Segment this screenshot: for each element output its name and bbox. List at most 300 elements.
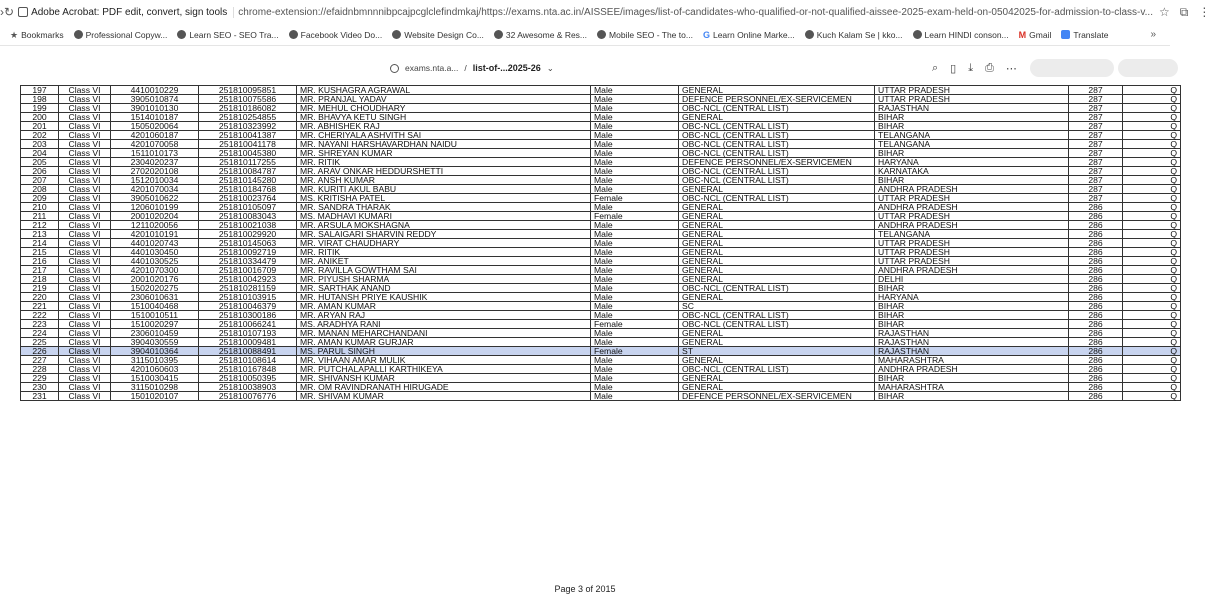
pdf-filename[interactable]: list-of-...2025-26	[472, 63, 541, 73]
class-cell: Class VI	[59, 293, 111, 302]
class-cell: Class VI	[59, 266, 111, 275]
class-cell: Class VI	[59, 122, 111, 131]
marks-cell: 287	[1069, 176, 1123, 185]
category-cell: SC	[679, 302, 875, 311]
status-cell: Q	[1123, 158, 1181, 167]
gmail-icon: M	[1018, 30, 1027, 40]
roll-no-cell: 4201070034	[111, 185, 199, 194]
marks-cell: 287	[1069, 185, 1123, 194]
marks-cell: 287	[1069, 149, 1123, 158]
bookmark-item[interactable]	[177, 30, 278, 40]
application-no-cell: 251810145063	[199, 239, 297, 248]
gender-cell: Male	[591, 185, 679, 194]
category-cell: GENERAL	[679, 212, 875, 221]
serial-cell: 202	[21, 131, 59, 140]
results-table	[20, 85, 1181, 401]
extensions-icon[interactable]: ⧉	[1179, 4, 1189, 19]
roll-no-cell: 2001020204	[111, 212, 199, 221]
marks-cell: 286	[1069, 365, 1123, 374]
candidate-name-cell: MR. ABHISHEK RAJ	[297, 122, 591, 131]
roll-no-cell: 4401020743	[111, 239, 199, 248]
serial-cell: 197	[21, 86, 59, 95]
status-cell: Q	[1123, 122, 1181, 131]
category-cell: OBC-NCL (CENTRAL LIST)	[679, 149, 875, 158]
serial-cell: 210	[21, 203, 59, 212]
status-cell: Q	[1123, 347, 1181, 356]
state-cell: UTTAR PRADESH	[875, 194, 1069, 203]
class-cell: Class VI	[59, 221, 111, 230]
gender-cell: Male	[591, 356, 679, 365]
gender-cell: Male	[591, 365, 679, 374]
gender-cell: Female	[591, 194, 679, 203]
class-cell: Class VI	[59, 131, 111, 140]
application-no-cell: 251810167848	[199, 365, 297, 374]
roll-no-cell: 1510020297	[111, 320, 199, 329]
category-cell: DEFENCE PERSONNEL/EX-SERVICEMEN	[679, 158, 875, 167]
roll-no-cell: 4201060603	[111, 365, 199, 374]
marks-cell: 287	[1069, 122, 1123, 131]
globe-icon	[597, 30, 606, 39]
class-cell: Class VI	[59, 149, 111, 158]
status-cell: Q	[1123, 329, 1181, 338]
pdf-title	[390, 63, 554, 74]
roll-no-cell: 2306010459	[111, 329, 199, 338]
serial-cell: 205	[21, 158, 59, 167]
bookmark-label: Learn SEO - SEO Tra...	[189, 29, 279, 40]
category-cell: ST	[679, 347, 875, 356]
marks-cell: 286	[1069, 374, 1123, 383]
marks-cell: 286	[1069, 230, 1123, 239]
serial-cell: 219	[21, 284, 59, 293]
application-no-cell: 251810088491	[199, 347, 297, 356]
roll-no-cell: 3904030559	[111, 338, 199, 347]
application-no-cell: 251810075586	[199, 95, 297, 104]
candidate-name-cell: MR. PIYUSH SHARMA	[297, 275, 591, 284]
class-cell: Class VI	[59, 230, 111, 239]
google-icon: G	[702, 30, 710, 40]
candidate-name-cell: MS. ARADHYA RANI	[297, 320, 591, 329]
class-cell: Class VI	[59, 95, 111, 104]
candidate-name-cell: MR. AMAN KUMAR GURJAR	[297, 338, 591, 347]
status-cell: Q	[1123, 248, 1181, 257]
bookmark-item[interactable]	[494, 30, 587, 40]
candidate-name-cell: MR. CHERIYALA ASHVITH SAI	[297, 131, 591, 140]
serial-cell: 207	[21, 176, 59, 185]
state-cell: TELANGANA	[875, 140, 1069, 149]
status-cell: Q	[1123, 356, 1181, 365]
bookmark-label: Translate	[1073, 29, 1109, 40]
category-cell: GENERAL	[679, 221, 875, 230]
category-cell: OBC-NCL (CENTRAL LIST)	[679, 167, 875, 176]
status-cell: Q	[1123, 131, 1181, 140]
tools-pill[interactable]	[1118, 59, 1178, 77]
state-cell: BIHAR	[875, 311, 1069, 320]
roll-no-cell: 1501020107	[111, 392, 199, 401]
globe-icon	[913, 30, 922, 39]
gender-cell: Male	[591, 329, 679, 338]
state-cell: TELANGANA	[875, 230, 1069, 239]
status-cell: Q	[1123, 392, 1181, 401]
state-cell: UTTAR PRADESH	[875, 86, 1069, 95]
serial-cell: 198	[21, 95, 59, 104]
marks-cell: 286	[1069, 338, 1123, 347]
serial-cell: 220	[21, 293, 59, 302]
browser-toolbar	[0, 0, 1211, 24]
candidate-name-cell: MR. RITIK	[297, 248, 591, 257]
gender-cell: Male	[591, 122, 679, 131]
state-cell: KARNATAKA	[875, 167, 1069, 176]
class-cell: Class VI	[59, 320, 111, 329]
marks-cell: 287	[1069, 167, 1123, 176]
class-cell: Class VI	[59, 158, 111, 167]
marks-cell: 286	[1069, 302, 1123, 311]
bookmark-item[interactable]	[1019, 30, 1052, 40]
category-cell: GENERAL	[679, 86, 875, 95]
chevron-down-icon[interactable]: ⌄	[546, 62, 554, 73]
category-cell: OBC-NCL (CENTRAL LIST)	[679, 311, 875, 320]
application-no-cell: 251810066241	[199, 320, 297, 329]
gender-cell: Male	[591, 239, 679, 248]
state-cell: BIHAR	[875, 122, 1069, 131]
category-cell: DEFENCE PERSONNEL/EX-SERVICEMEN	[679, 392, 875, 401]
roll-no-cell: 3905010622	[111, 194, 199, 203]
application-no-cell: 251810076776	[199, 392, 297, 401]
state-cell: BIHAR	[875, 113, 1069, 122]
class-cell: Class VI	[59, 302, 111, 311]
candidate-name-cell: MR. SALAIGARI SHARVIN REDDY	[297, 230, 591, 239]
gender-cell: Male	[591, 176, 679, 185]
application-no-cell: 251810045380	[199, 149, 297, 158]
application-no-cell: 251810107193	[199, 329, 297, 338]
category-cell: OBC-NCL (CENTRAL LIST)	[679, 131, 875, 140]
marks-cell: 286	[1069, 248, 1123, 257]
candidate-name-cell: MR. ARSULA MOKSHAGNA	[297, 221, 591, 230]
serial-cell: 228	[21, 365, 59, 374]
globe-icon	[390, 64, 399, 73]
candidate-name-cell: MR. VIHAAN AMAR MULIK	[297, 356, 591, 365]
candidate-name-cell: MR. SHREYAN KUMAR	[297, 149, 591, 158]
roll-no-cell: 3115010395	[111, 356, 199, 365]
bookmark-label: Professional Copyw...	[85, 29, 168, 40]
gender-cell: Male	[591, 149, 679, 158]
category-cell: GENERAL	[679, 329, 875, 338]
status-cell: Q	[1123, 113, 1181, 122]
application-no-cell: 251810184768	[199, 185, 297, 194]
class-cell: Class VI	[59, 257, 111, 266]
application-no-cell: 251810023764	[199, 194, 297, 203]
roll-no-cell: 1206010199	[111, 203, 199, 212]
bookmark-label: Bookmarks	[21, 29, 64, 40]
status-cell: Q	[1123, 374, 1181, 383]
marks-cell: 286	[1069, 257, 1123, 266]
menu-icon[interactable]: ⋮	[1198, 4, 1211, 19]
gender-cell: Male	[591, 392, 679, 401]
candidate-name-cell: MR. MANAN MEHARCHANDANI	[297, 329, 591, 338]
roll-no-cell: 3901010130	[111, 104, 199, 113]
roll-no-cell: 2306010631	[111, 293, 199, 302]
roll-no-cell: 4201070300	[111, 266, 199, 275]
serial-cell: 215	[21, 248, 59, 257]
bookmark-label: Facebook Video Do...	[300, 29, 383, 40]
state-cell: BIHAR	[875, 176, 1069, 185]
sign-in-pill[interactable]	[1030, 59, 1114, 77]
serial-cell: 225	[21, 338, 59, 347]
page-view-icon[interactable]: ▯	[950, 62, 957, 75]
marks-cell: 287	[1069, 158, 1123, 167]
application-no-cell: 251810084787	[199, 167, 297, 176]
page-indicator: Page 3 of 2015	[554, 584, 616, 594]
roll-no-cell: 1511010173	[111, 149, 199, 158]
candidate-name-cell: MR. ANIKET	[297, 257, 591, 266]
marks-cell: 286	[1069, 329, 1123, 338]
marks-cell: 286	[1069, 266, 1123, 275]
marks-cell: 287	[1069, 86, 1123, 95]
state-cell: MAHARASHTRA	[875, 383, 1069, 392]
serial-cell: 218	[21, 275, 59, 284]
bookmark-item[interactable]	[1061, 30, 1108, 40]
state-cell: BIHAR	[875, 374, 1069, 383]
application-no-cell: 251810105097	[199, 203, 297, 212]
category-cell: GENERAL	[679, 203, 875, 212]
candidate-name-cell: MR. HUTANSH PRIYE KAUSHIK	[297, 293, 591, 302]
state-cell: BIHAR	[875, 284, 1069, 293]
print-icon[interactable]: ⎙	[985, 61, 994, 74]
candidate-name-cell: MS. MADHAVI KUMARI	[297, 212, 591, 221]
roll-no-cell: 1510010511	[111, 311, 199, 320]
bookmark-label: Mobile SEO - The to...	[609, 29, 693, 40]
bookmarks-overflow-icon[interactable]: »	[1150, 29, 1156, 40]
status-cell: Q	[1123, 284, 1181, 293]
roll-no-cell: 3904010364	[111, 347, 199, 356]
status-cell: Q	[1123, 293, 1181, 302]
category-cell: OBC-NCL (CENTRAL LIST)	[679, 176, 875, 185]
candidate-name-cell: MR. KUSHAGRA AGRAWAL	[297, 86, 591, 95]
roll-no-cell: 4401030450	[111, 248, 199, 257]
candidate-name-cell: MR. SHIVAM KUMAR	[297, 392, 591, 401]
application-no-cell: 251810300186	[199, 311, 297, 320]
roll-no-cell: 3905010874	[111, 95, 199, 104]
gender-cell: Male	[591, 167, 679, 176]
roll-no-cell: 4201060187	[111, 131, 199, 140]
candidate-name-cell: MR. VIRAT CHAUDHARY	[297, 239, 591, 248]
candidate-name-cell: MR. SARTHAK ANAND	[297, 284, 591, 293]
serial-cell: 224	[21, 329, 59, 338]
marks-cell: 287	[1069, 140, 1123, 149]
reload-icon[interactable]: ↻	[4, 5, 15, 19]
globe-icon	[289, 30, 298, 39]
state-cell: BIHAR	[875, 320, 1069, 329]
serial-cell: 208	[21, 185, 59, 194]
serial-cell: 223	[21, 320, 59, 329]
url-text[interactable]: chrome-extension://efaidnbmnnnibpcajpcglclefindmkaj/https://exams.nta.ac.in/AISSEE/images/list-of-candidates-who-qualified-or-not-qualified-aissee-2025-exam-held-on-05042025-for-admission-to-class-v...	[238, 6, 1153, 18]
class-cell: Class VI	[59, 167, 111, 176]
class-cell: Class VI	[59, 311, 111, 320]
application-no-cell: 251810050395	[199, 374, 297, 383]
category-cell: OBC-NCL (CENTRAL LIST)	[679, 365, 875, 374]
gender-cell: Female	[591, 212, 679, 221]
class-cell: Class VI	[59, 347, 111, 356]
marks-cell: 286	[1069, 392, 1123, 401]
serial-cell: 229	[21, 374, 59, 383]
application-no-cell: 251810041178	[199, 140, 297, 149]
candidate-name-cell: MR. AMAN KUMAR	[297, 302, 591, 311]
category-cell: GENERAL	[679, 248, 875, 257]
candidate-name-cell: MR. ARYAN RAJ	[297, 311, 591, 320]
bookmark-item[interactable]	[597, 30, 693, 40]
category-cell: GENERAL	[679, 257, 875, 266]
category-cell: OBC-NCL (CENTRAL LIST)	[679, 320, 875, 329]
candidate-name-cell: MR. ANSH KUMAR	[297, 176, 591, 185]
serial-cell: 230	[21, 383, 59, 392]
serial-cell: 206	[21, 167, 59, 176]
marks-cell: 286	[1069, 221, 1123, 230]
bookmark-item[interactable]	[392, 30, 484, 40]
application-no-cell: 251810186082	[199, 104, 297, 113]
state-cell: RAJASTHAN	[875, 329, 1069, 338]
class-cell: Class VI	[59, 248, 111, 257]
status-cell: Q	[1123, 230, 1181, 239]
globe-icon	[392, 30, 401, 39]
candidate-name-cell: MS. KRITISHA PATEL	[297, 194, 591, 203]
roll-no-cell: 2001020176	[111, 275, 199, 284]
category-cell: GENERAL	[679, 275, 875, 284]
bookmark-item[interactable]	[805, 30, 903, 40]
category-cell: OBC-NCL (CENTRAL LIST)	[679, 284, 875, 293]
marks-cell: 286	[1069, 293, 1123, 302]
marks-cell: 286	[1069, 239, 1123, 248]
bookmark-item[interactable]	[703, 30, 795, 40]
serial-cell: 200	[21, 113, 59, 122]
bookmark-item[interactable]	[289, 30, 383, 40]
status-cell: Q	[1123, 212, 1181, 221]
address-bar[interactable]	[18, 2, 1153, 22]
pdf-separator: /	[464, 63, 467, 73]
class-cell: Class VI	[59, 176, 111, 185]
globe-icon	[177, 30, 186, 39]
application-no-cell: 251810095851	[199, 86, 297, 95]
state-cell: MAHARASHTRA	[875, 356, 1069, 365]
class-cell: Class VI	[59, 212, 111, 221]
candidate-name-cell: MR. SHIVANSH KUMAR	[297, 374, 591, 383]
serial-cell: 201	[21, 122, 59, 131]
bookmarks-bar	[0, 24, 1170, 46]
state-cell: UTTAR PRADESH	[875, 212, 1069, 221]
serial-cell: 217	[21, 266, 59, 275]
bookmark-label: Kuch Kalam Se | kko...	[816, 29, 903, 40]
status-cell: Q	[1123, 194, 1181, 203]
marks-cell: 286	[1069, 275, 1123, 284]
application-no-cell: 251810108614	[199, 356, 297, 365]
serial-cell: 204	[21, 149, 59, 158]
state-cell: HARYANA	[875, 293, 1069, 302]
category-cell: GENERAL	[679, 185, 875, 194]
bookmark-item[interactable]	[74, 30, 168, 40]
roll-no-cell: 4201010191	[111, 230, 199, 239]
bookmark-item[interactable]	[10, 30, 64, 40]
state-cell: DELHI	[875, 275, 1069, 284]
status-cell: Q	[1123, 203, 1181, 212]
roll-no-cell: 4410010229	[111, 86, 199, 95]
roll-no-cell: 1211020056	[111, 221, 199, 230]
download-icon[interactable]: ⤓	[968, 61, 974, 74]
gender-cell: Male	[591, 275, 679, 284]
class-cell: Class VI	[59, 113, 111, 122]
roll-no-cell: 4401030525	[111, 257, 199, 266]
bookmark-label: 32 Awesome & Res...	[505, 29, 588, 40]
bookmark-label: Learn Online Marke...	[712, 29, 795, 40]
candidate-name-cell: MR. ARAV ONKAR HEDDURSHETTI	[297, 167, 591, 176]
gender-cell: Male	[591, 338, 679, 347]
search-icon[interactable]: ⌕	[932, 61, 939, 74]
serial-cell: 199	[21, 104, 59, 113]
marks-cell: 286	[1069, 284, 1123, 293]
gender-cell: Male	[591, 374, 679, 383]
roll-no-cell: 1510030415	[111, 374, 199, 383]
application-no-cell: 251810334479	[199, 257, 297, 266]
application-no-cell: 251810103915	[199, 293, 297, 302]
status-cell: Q	[1123, 149, 1181, 158]
status-cell: Q	[1123, 266, 1181, 275]
status-cell: Q	[1123, 167, 1181, 176]
gender-cell: Male	[591, 221, 679, 230]
state-cell: RAJASTHAN	[875, 347, 1069, 356]
category-cell: GENERAL	[679, 374, 875, 383]
status-cell: Q	[1123, 104, 1181, 113]
status-cell: Q	[1123, 140, 1181, 149]
table-row	[21, 392, 1181, 401]
gender-cell: Male	[591, 140, 679, 149]
roll-no-cell: 1512010034	[111, 176, 199, 185]
forward-icon[interactable]: ›	[0, 5, 4, 19]
gender-cell: Female	[591, 347, 679, 356]
gender-cell: Male	[591, 257, 679, 266]
application-no-cell: 251810029920	[199, 230, 297, 239]
bookmark-star-icon[interactable]: ☆	[1158, 4, 1170, 19]
gender-cell: Female	[591, 320, 679, 329]
category-cell: GENERAL	[679, 230, 875, 239]
class-cell: Class VI	[59, 383, 111, 392]
bookmark-label: Website Design Co...	[404, 29, 484, 40]
state-cell: BIHAR	[875, 149, 1069, 158]
gender-cell: Male	[591, 266, 679, 275]
state-cell: ANDHRA PRADESH	[875, 221, 1069, 230]
globe-icon	[494, 30, 503, 39]
status-cell: Q	[1123, 383, 1181, 392]
globe-icon	[805, 30, 814, 39]
state-cell: UTTAR PRADESH	[875, 248, 1069, 257]
gender-cell: Male	[591, 383, 679, 392]
status-cell: Q	[1123, 185, 1181, 194]
class-cell: Class VI	[59, 365, 111, 374]
class-cell: Class VI	[59, 86, 111, 95]
category-cell: OBC-NCL (CENTRAL LIST)	[679, 122, 875, 131]
gender-cell: Male	[591, 104, 679, 113]
gender-cell: Male	[591, 248, 679, 257]
bookmark-item[interactable]	[913, 30, 1009, 40]
state-cell: ANDHRA PRADESH	[875, 266, 1069, 275]
extension-chip[interactable]	[18, 7, 234, 18]
more-options-icon[interactable]: ⋯	[1005, 62, 1017, 75]
state-cell: HARYANA	[875, 158, 1069, 167]
marks-cell: 286	[1069, 347, 1123, 356]
status-cell: Q	[1123, 275, 1181, 284]
category-cell: OBC-NCL (CENTRAL LIST)	[679, 194, 875, 203]
application-no-cell: 251810145280	[199, 176, 297, 185]
application-no-cell: 251810117255	[199, 158, 297, 167]
class-cell: Class VI	[59, 203, 111, 212]
state-cell: UTTAR PRADESH	[875, 239, 1069, 248]
gender-cell: Male	[591, 158, 679, 167]
